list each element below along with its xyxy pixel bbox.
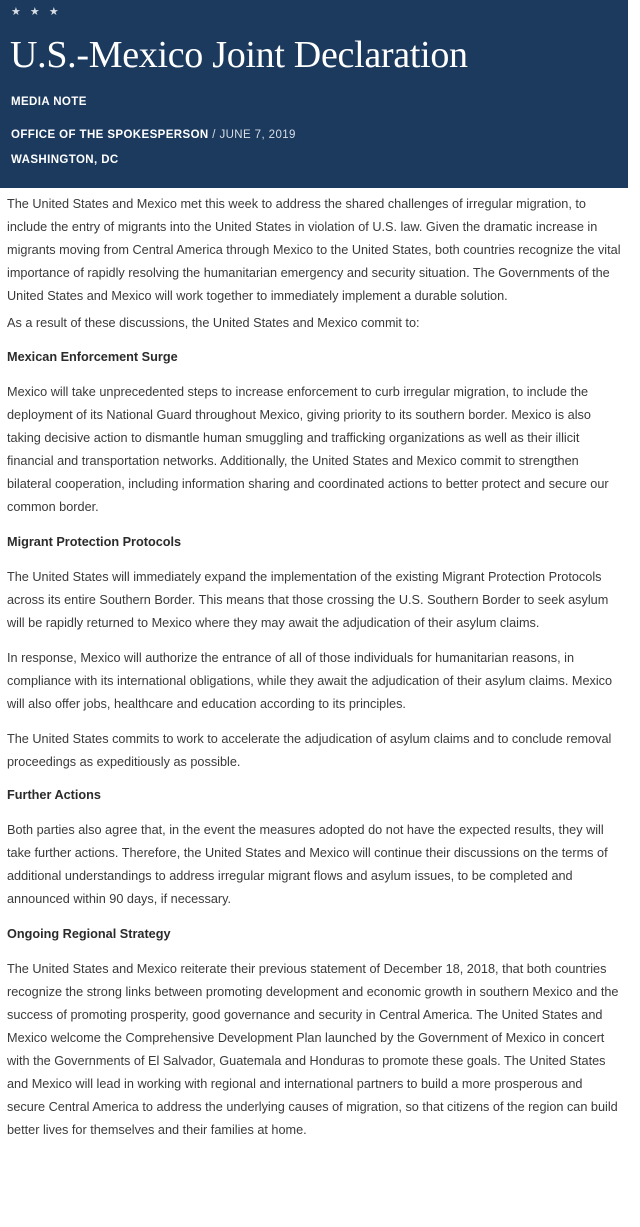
intro-commit-paragraph: As a result of these discussions, the United States and Mexico commit to: (7, 316, 420, 330)
office-name[interactable]: OFFICE OF THE SPOKESPERSON (11, 129, 209, 141)
protocols-paragraph-3: The United States commits to work to accelerate the adjudication of asylum claims and to conclude removal proceedings as expeditiously as possible. (7, 732, 612, 769)
further-paragraph: Both parties also agree that, in the event the measures adopted do not have the expected results, they will take further actions. Therefore, the United States and Mexico will continue their discussions on the terms of additional understandings to address irregular migrant flows and asylum issues, to be completed and announced within 90 days, if necessary. (7, 823, 608, 906)
byline (11, 129, 296, 141)
section-heading-protocols: Migrant Protection Protocols (7, 535, 182, 549)
document-type: MEDIA NOTE (11, 96, 87, 108)
page-header (0, 0, 628, 188)
protocols-paragraph-1: The United States will immediately expand the implementation of the existing Migrant Protection Protocols across its entire Southern Border. This means that those crossing the U.S. Southern Border to seek asylum will be rapidly returned to Mexico where they may await the adjudication of their asylum claims. (7, 570, 609, 630)
protocols-paragraph-2: In response, Mexico will authorize the entrance of all of those individuals for humanitarian reasons, in compliance with its international obligations, while they await the adjudication of their asylum claims. Mexico will also offer jobs, healthcare and education according to its principles. (7, 651, 613, 711)
section-heading-enforcement: Mexican Enforcement Surge (7, 350, 178, 364)
byline-separator: / (212, 129, 216, 141)
section-heading-strategy: Ongoing Regional Strategy (7, 927, 171, 941)
strategy-paragraph: The United States and Mexico reiterate their previous statement of December 18, 2018, that both countries recognize the strong links between promoting development and economic growth in southern Mexico and the success of promoting prosperity, good governance and security in Central America. The United States and Mexico welcome the Comprehensive Development Plan launched by the Government of Mexico in concert with the Governments of El Salvador, Guatemala and Honduras to promote these goals. The United States and Mexico will lead in working with regional and international partners to build a more prosperous and secure Central America to address the underlying causes of migration, so that citizens of the region can build better lives for themselves and their families at home. (7, 962, 619, 1137)
intro-paragraph: The United States and Mexico met this week to address the shared challenges of irregular migration, to include the entry of migrants into the United States in violation of U.S. law. Given the dramatic increase in migrants moving from Central America through Mexico to the United States, both countries recognize the vital importance of rapidly resolving the humanitarian emergency and security situation. The Governments of the United States and Mexico will work together to immediately implement a durable solution. (7, 197, 621, 303)
enforcement-paragraph: Mexico will take unprecedented steps to increase enforcement to curb irregular migration, to include the deployment of its National Guard throughout Mexico, giving priority to its southern border. Mexico is also taking decisive action to dismantle human smuggling and trafficking organizations as well as their illicit financial and transportation networks. Additionally, the United States and Mexico commit to strengthen bilateral cooperation, including information sharing and coordinated actions to better protect and secure our common border. (7, 385, 609, 514)
article-body (7, 193, 623, 1142)
stars-decoration: ★ ★ ★ (11, 6, 62, 18)
dateline-location: WASHINGTON, DC (11, 154, 119, 166)
section-heading-further: Further Actions (7, 788, 101, 802)
publish-date: JUNE 7, 2019 (219, 129, 296, 141)
page-title: U.S.-Mexico Joint Declaration (10, 34, 468, 76)
